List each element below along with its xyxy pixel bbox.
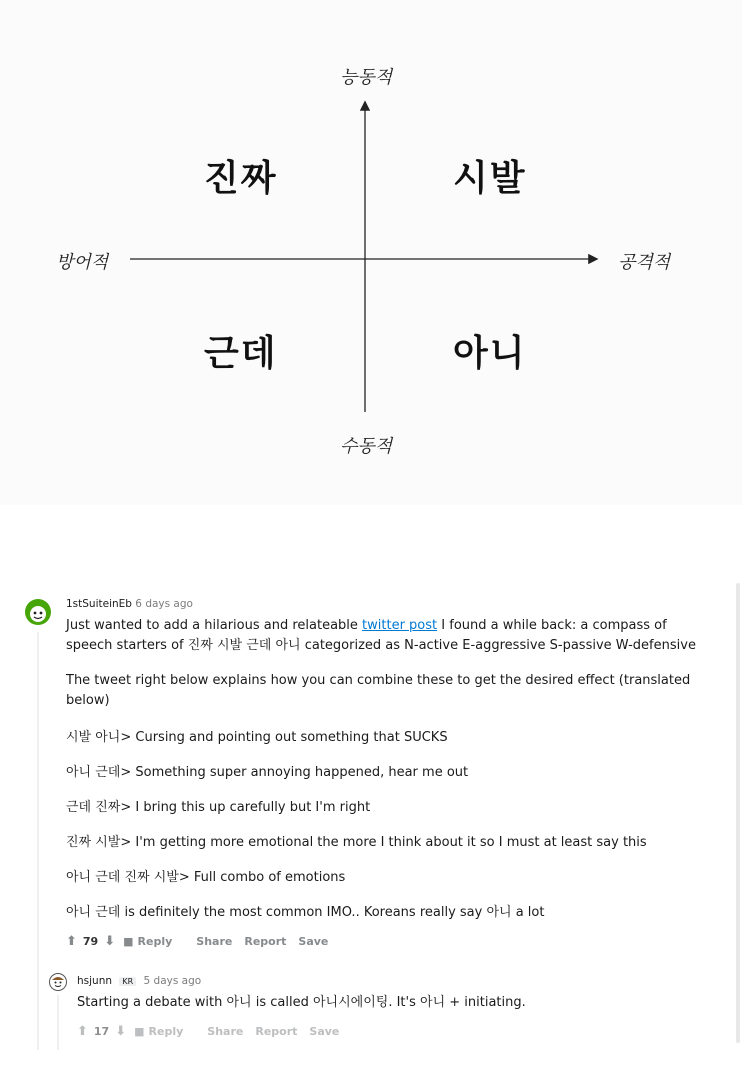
arrow-down-icon[interactable]: ⬇ [104,934,116,949]
share-button[interactable]: Share [207,1025,244,1038]
quadrant-bottom-right: 아니 [453,333,527,374]
share-button[interactable]: Share [196,935,233,948]
reply-avatar-icon[interactable] [49,973,67,991]
arrow-up-icon[interactable]: ⬆ [66,934,77,949]
compass-image [0,0,742,505]
reply-button[interactable]: ■ Reply [123,935,173,948]
twitter-post-link[interactable]: twitter post [362,618,438,633]
reply-meta [77,975,201,987]
vote-count: 79 [82,935,99,948]
reply-thread-line[interactable] [57,995,59,1050]
quadrant-top-right: 시발 [453,158,527,199]
user-avatar-icon[interactable] [24,598,52,626]
save-button[interactable]: Save [298,935,329,948]
arrow-down-icon[interactable]: ⬇ [115,1024,127,1039]
scrollbar[interactable] [736,583,740,1043]
combo-item: 근데 진짜> I bring this up carefully but I'm right [66,800,371,815]
comment-icon: ■ [134,1025,145,1038]
user-flair: KR [119,977,136,986]
combo-item: 시발 아니> Cursing and pointing out something that SUCKS [66,730,448,745]
axis-label-top: 능동적 [340,67,393,88]
combo-item: 아니 근데 진짜 시발> Full combo of emotions [66,870,346,885]
comment-line: speech starters of 진짜 시발 근데 아니 categorized as N-active E-aggressive S-passive W-defensive [66,638,696,653]
comment-actions [66,934,340,949]
comment-line: Just wanted to add a hilarious and relateable twitter post I found a while back: a compass of [66,618,667,633]
axis-label-left: 방어적 [56,252,109,273]
comment-author[interactable]: 1stSuiteinEb [66,598,132,610]
comment-meta [66,598,193,610]
quadrant-bottom-left: 근데 [204,333,278,374]
reply-body: Starting a debate with 아니 is called 아니시에이팅. It's 아니 + initiating. [77,995,526,1010]
combo-item: 아니 근데> Something super annoying happened, hear me out [66,765,469,780]
reply-author[interactable]: hsjunn [77,975,113,987]
report-button[interactable]: Report [244,935,287,948]
axis-label-right: 공격적 [618,252,671,273]
comment-body [66,616,726,711]
reply-actions [77,1024,351,1039]
thread-line[interactable] [37,632,39,1050]
combo-item: 아니 근데 is definitely the most common IMO.. Koreans really say 아니 a lot [66,905,545,920]
axis-label-bottom: 수동적 [340,436,393,457]
combo-item: 진짜 시발> I'm getting more emotional the more I think about it so I must at least say this [66,835,647,850]
save-button[interactable]: Save [309,1025,340,1038]
arrow-up-icon[interactable]: ⬆ [77,1024,88,1039]
reply-time[interactable]: 5 days ago [143,975,202,987]
reply-vote-count: 17 [93,1025,110,1038]
report-button[interactable]: Report [255,1025,298,1038]
comment-time[interactable]: 6 days ago [135,598,193,610]
quadrant-top-left: 진짜 [204,158,278,199]
reply-button[interactable]: ■ Reply [134,1025,184,1038]
comment-icon: ■ [123,935,134,948]
comment-paragraph: The tweet right below explains how you can combine these to get the desired effect (translated below) [66,673,691,708]
